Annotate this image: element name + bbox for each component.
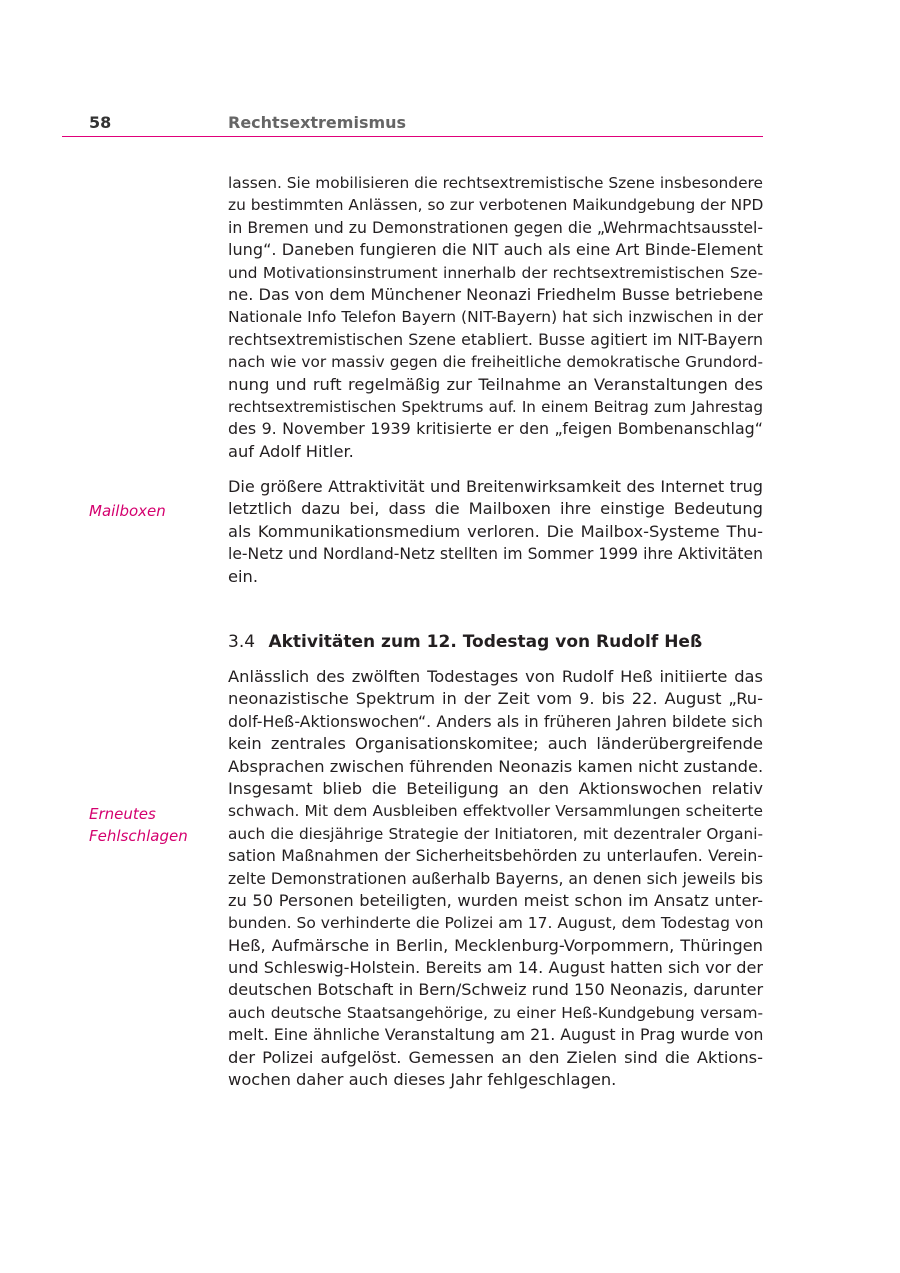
- text-line: Insgesamt blieb die Beteiligung an den Aktionswochen relativ: [228, 778, 763, 798]
- text-line: des 9. November 1939 kritisierte er den „feigen Bombenanschlag“: [228, 419, 763, 439]
- text-line: auch die diesjährige Strategie der Initiatoren, mit dezentraler Organi-: [228, 824, 763, 843]
- text-line: bunden. So verhinderte die Polizei am 17. August, dem Todestag von: [228, 914, 764, 933]
- text-line: Anlässlich des zwölften Todestages von Rudolf Heß initiierte das: [228, 667, 763, 686]
- margin-note-erneutes-fehlschlagen: [89, 803, 188, 848]
- text-line: melt. Eine ähnliche Veranstaltung am 21. August in Prag wurde von: [228, 1025, 764, 1045]
- text-line: lassen. Sie mobilisieren die rechtsextremistische Szene insbesondere: [228, 174, 763, 192]
- text-line: schwach. Mit dem Ausbleiben effektvoller Versammlungen scheiterte: [228, 802, 763, 821]
- text-line: wochen daher auch dieses Jahr fehlgeschlagen.: [228, 1070, 617, 1090]
- paragraph-mailboxen: [228, 476, 763, 588]
- margin-note-text: Fehlschlagen: [89, 827, 188, 846]
- text-line: nach wie vor massiv gegen die freiheitliche demokratische Grundord-: [228, 353, 763, 372]
- text-line: lung“. Daneben fungieren die NIT auch als eine Art Binde-Element: [228, 240, 763, 260]
- text-line: und Schleswig-Holstein. Bereits am 14. August hatten sich vor der: [228, 958, 763, 978]
- section-number: 3.4: [228, 632, 256, 652]
- page-number: 58: [89, 113, 112, 132]
- margin-note-text: Mailboxen: [89, 502, 166, 520]
- running-head: Rechtsextremismus: [228, 113, 407, 132]
- text-line: nung und ruft regelmäßig zur Teilnahme an Veranstaltungen des: [228, 374, 763, 394]
- text-line: zu bestimmten Anlässen, so zur verbotenen Maikundgebung der NPD: [228, 196, 764, 215]
- text-line: Heß, Aufmärsche in Berlin, Mecklenburg-Vorpommern, Thüringen: [228, 935, 763, 955]
- text-line: rechtsextremistischen Spektrums auf. In einem Beitrag zum Jahrestag: [228, 397, 763, 416]
- margin-note-text: Erneutes: [89, 805, 156, 823]
- text-line: zu 50 Personen beteiligten, wurden meist schon im Ansatz unter-: [228, 890, 763, 910]
- text-line: letztlich dazu bei, dass die Mailboxen ihre einstige Bedeutung: [228, 499, 763, 519]
- text-line: rechtsextremistischen Szene etabliert. Busse agitiert im NIT-Bayern: [228, 329, 763, 349]
- margin-note-mailboxen: [89, 500, 166, 522]
- text-line: ein.: [228, 566, 259, 586]
- text-line: dolf-Heß-Aktionswochen“. Anders als in früheren Jahren bildete sich: [228, 711, 763, 731]
- text-line: neonazistische Spektrum in der Zeit vom 9. bis 22. August „Ru-: [228, 689, 763, 709]
- text-line: ne. Das von dem Münchener Neonazi Friedhelm Busse betriebene: [228, 284, 764, 304]
- text-line: le-Netz und Nordland-Netz stellten im Sommer 1999 ihre Aktivitäten: [228, 545, 763, 564]
- section-heading: [228, 632, 702, 652]
- paragraph-nit: [228, 172, 763, 463]
- text-line: sation Maßnahmen der Sicherheitsbehörden zu unterlaufen. Verein-: [228, 846, 763, 866]
- text-line: deutschen Botschaft in Bern/Schweiz rund 150 Neonazis, darunter: [228, 980, 764, 1000]
- text-line: auf Adolf Hitler.: [228, 441, 354, 461]
- text-line: kein zentrales Organisationskomitee; auch länderübergreifende: [228, 734, 763, 754]
- section-title: Aktivitäten zum 12. Todestag von Rudolf Heß: [268, 632, 703, 652]
- text-line: Absprachen zwischen führenden Neonazis kamen nicht zustande.: [228, 756, 764, 776]
- text-line: und Motivationsinstrument innerhalb der rechtsextremistischen Sze-: [228, 263, 763, 282]
- text-line: zelte Demonstrationen außerhalb Bayerns, an denen sich jeweils bis: [228, 869, 763, 888]
- text-line: in Bremen und zu Demonstrationen gegen die „Wehrmachtsausstel-: [228, 217, 763, 237]
- paragraph-hess-aktionswochen: [228, 666, 763, 1091]
- text-line: auch deutsche Staatsangehörige, zu einer Heß-Kundgebung versam-: [228, 1003, 763, 1022]
- text-line: Die größere Attraktivität und Breitenwirksamkeit des Internet trug: [228, 477, 763, 496]
- text-line: Nationale Info Telefon Bayern (NIT-Bayern) hat sich inzwischen in der: [228, 308, 763, 327]
- text-line: der Polizei aufgelöst. Gemessen an den Zielen sind die Aktions-: [228, 1047, 763, 1067]
- header-rule: [62, 136, 763, 137]
- text-line: als Kommunikationsmedium verloren. Die Mailbox-Systeme Thu-: [228, 521, 763, 541]
